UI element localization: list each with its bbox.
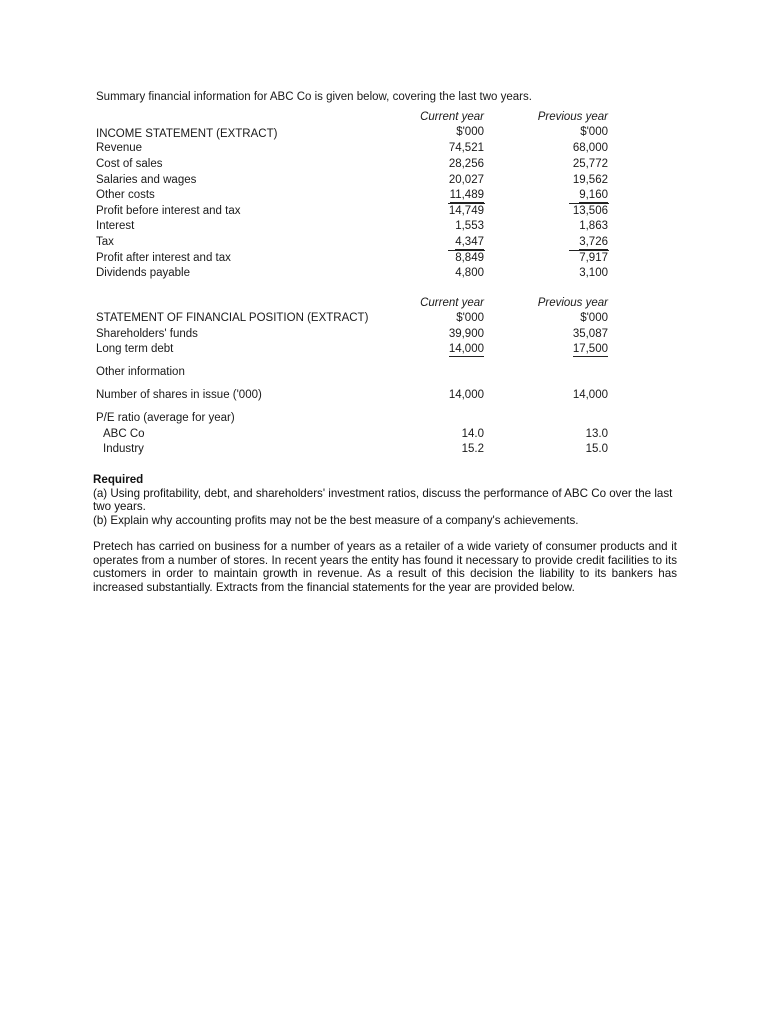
income-col-previous-header: Previous year <box>537 111 608 123</box>
position-row-previous: 35,087 <box>572 328 608 340</box>
position-unit-previous: $'000 <box>580 312 608 324</box>
income-row-previous: 7,917 <box>579 252 608 264</box>
position-row-label: Long term debt <box>96 343 174 355</box>
income-row-current: 4,800 <box>455 267 484 279</box>
position-row-current: 14,000 <box>448 343 484 355</box>
required-section <box>93 473 677 527</box>
income-row-label: Profit before interest and tax <box>96 205 241 217</box>
total-rule <box>448 203 485 204</box>
shares-in-issue-previous: 14,000 <box>572 389 608 401</box>
position-unit-current: $'000 <box>456 312 484 324</box>
income-row-label: Revenue <box>96 142 143 154</box>
income-row-previous: 3,726 <box>579 236 608 248</box>
income-row-previous: 19,562 <box>572 174 608 186</box>
other-info-heading: Other information <box>96 366 185 378</box>
pe-row-current: 15.2 <box>461 443 484 455</box>
income-row-current: 11,489 <box>449 189 484 201</box>
income-row-previous: 1,863 <box>579 220 608 232</box>
income-row-label: Profit after interest and tax <box>96 252 231 264</box>
shares-in-issue-current: 14,000 <box>448 389 484 401</box>
income-row-label: Tax <box>96 236 114 248</box>
income-col-current-header: Current year <box>420 111 484 123</box>
income-unit-previous: $'000 <box>580 126 608 138</box>
income-row-current: 74,521 <box>448 142 484 154</box>
required-part-a: (a) Using profitability, debt, and shareholders' investment ratios, discuss the performance of ABC Co over the last two years. <box>93 486 673 514</box>
position-row-previous: 17,500 <box>572 343 608 355</box>
position-row-label: Shareholders' funds <box>96 328 198 340</box>
required-title: Required <box>93 473 144 486</box>
pe-row-previous: 15.0 <box>585 443 608 455</box>
required-part-b: (b) Explain why accounting profits may not be the best measure of a company's achievements. <box>93 513 579 527</box>
pe-ratio-heading: P/E ratio (average for year) <box>96 412 235 424</box>
income-row-current: 8,849 <box>455 252 484 264</box>
pe-row-label: Industry <box>103 443 144 455</box>
pe-row-label: ABC Co <box>103 428 145 440</box>
position-col-current-header: Current year <box>420 297 484 309</box>
total-rule <box>569 250 609 251</box>
income-row-previous: 3,100 <box>579 267 608 279</box>
income-row-current: 28,256 <box>448 158 484 170</box>
income-statement-heading: INCOME STATEMENT (EXTRACT) <box>96 128 278 140</box>
pe-row-previous: 13.0 <box>585 428 608 440</box>
income-row-previous: 25,772 <box>572 158 608 170</box>
income-row-current: 4,347 <box>455 236 484 248</box>
income-row-previous: 68,000 <box>572 142 608 154</box>
income-row-label: Salaries and wages <box>96 174 197 186</box>
position-statement-heading: STATEMENT OF FINANCIAL POSITION (EXTRACT) <box>96 312 369 324</box>
income-row-previous: 13,506 <box>572 205 608 217</box>
income-row-current: 1,553 <box>455 220 484 232</box>
shares-in-issue-label: Number of shares in issue ('000) <box>96 389 262 401</box>
income-row-label: Interest <box>96 220 135 232</box>
total-rule <box>448 250 485 251</box>
intro-text: Summary financial information for ABC Co is given below, covering the last two years. <box>96 91 532 103</box>
income-row-current: 14,749 <box>448 205 484 217</box>
pe-row-current: 14.0 <box>461 428 484 440</box>
income-row-label: Other costs <box>96 189 155 201</box>
income-row-current: 20,027 <box>448 174 484 186</box>
income-row-label: Cost of sales <box>96 158 163 170</box>
position-col-previous-header: Previous year <box>537 297 608 309</box>
pretech-paragraph: Pretech has carried on business for a number of years as a retailer of a wide variety of consumer products and it operates from a number of stores. In recent years the entity has found it necessary to provide credit facilities to its customers in order to maintain growth in revenue. As a result of this decision the liability to its bankers has increased substantially. Extracts from the financial statements for the year are provided below. <box>93 540 677 594</box>
position-row-current: 39,900 <box>448 328 484 340</box>
income-unit-current: $'000 <box>456 126 484 138</box>
total-rule <box>569 203 609 204</box>
income-row-previous: 9,160 <box>579 189 608 201</box>
income-row-label: Dividends payable <box>96 267 190 279</box>
